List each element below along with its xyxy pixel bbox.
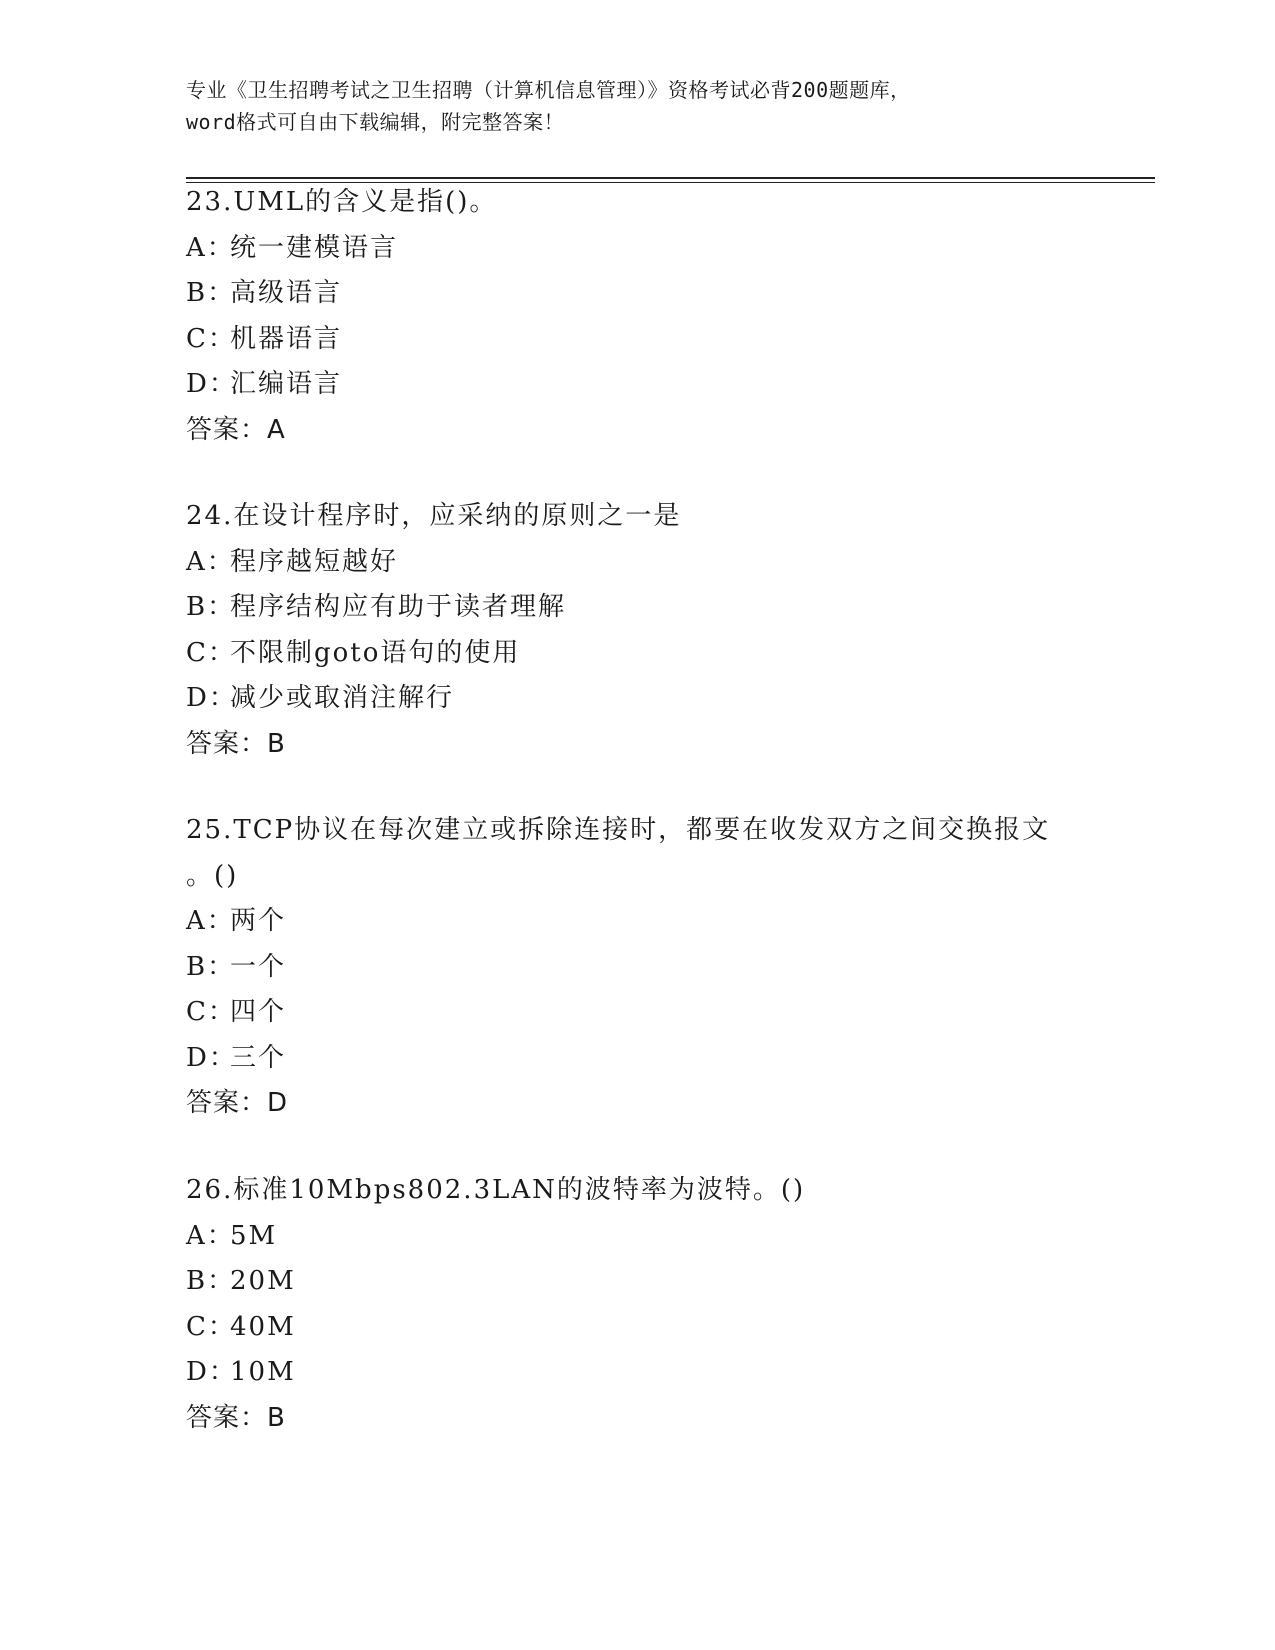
option-text: 汇编语言 xyxy=(230,369,343,399)
question-stem: 23.UML的含义是指()。 xyxy=(186,187,498,217)
option-text: 三个 xyxy=(230,1042,287,1073)
option-text: 程序结构应有助于读者理解 xyxy=(230,592,567,622)
question-25 xyxy=(186,808,1086,1127)
option-b xyxy=(186,945,1086,991)
option-d xyxy=(186,1350,1086,1396)
option-label: B： xyxy=(186,592,236,622)
question-stem: 26.标准10Mbps802.3LAN的波特率为波特。() xyxy=(186,1175,806,1205)
option-label: D： xyxy=(186,683,237,713)
option-label: C： xyxy=(186,637,236,668)
question-stem-continued: 。() xyxy=(186,860,239,891)
option-label: C： xyxy=(186,997,236,1027)
option-b xyxy=(186,1259,1086,1305)
option-label: D： xyxy=(186,369,237,399)
document-header xyxy=(186,74,1066,138)
option-text: 程序越短越好 xyxy=(230,546,399,577)
header-title-line-1: 专业《卫生招聘考试之卫生招聘（计算机信息管理）》资格考试必背200题题库， xyxy=(186,78,911,102)
option-text: 四个 xyxy=(230,997,287,1027)
question-stem: 24.在设计程序时，应采纳的原则之一是 xyxy=(186,501,682,531)
option-text: 两个 xyxy=(230,906,287,936)
option-label: A： xyxy=(186,1220,235,1251)
answer-line: 答案：A xyxy=(186,414,286,445)
option-a xyxy=(186,1214,1086,1260)
option-label: A： xyxy=(186,906,235,936)
option-label: C： xyxy=(186,323,236,354)
option-label: A： xyxy=(186,232,235,263)
option-text: 一个 xyxy=(230,951,287,982)
question-24 xyxy=(186,494,1086,767)
option-text: 高级语言 xyxy=(230,278,343,308)
option-a xyxy=(186,226,1086,272)
option-d xyxy=(186,1036,1086,1082)
option-label: B： xyxy=(186,1266,236,1296)
option-c xyxy=(186,317,1086,363)
option-b xyxy=(186,271,1086,317)
option-label: B： xyxy=(186,951,236,982)
option-label: C： xyxy=(186,1311,236,1342)
header-title-line-2: word格式可自由下载编辑，附完整答案！ xyxy=(186,110,565,134)
question-23 xyxy=(186,180,1086,453)
option-text: 统一建模语言 xyxy=(230,232,399,263)
option-c xyxy=(186,1305,1086,1351)
option-a xyxy=(186,540,1086,586)
option-label: B： xyxy=(186,278,236,308)
option-text: 40M xyxy=(230,1311,296,1342)
question-26 xyxy=(186,1168,1086,1441)
option-c xyxy=(186,990,1086,1036)
option-text: 机器语言 xyxy=(230,323,343,354)
answer-line: 答案：B xyxy=(186,1402,286,1433)
option-label: A： xyxy=(186,546,235,577)
option-c xyxy=(186,631,1086,677)
option-d xyxy=(186,362,1086,408)
option-label: D： xyxy=(186,1042,237,1073)
option-d xyxy=(186,676,1086,722)
option-label: D： xyxy=(186,1357,237,1387)
answer-line: 答案：D xyxy=(186,1088,289,1118)
option-text: 不限制goto语句的使用 xyxy=(230,637,521,668)
option-b xyxy=(186,585,1086,631)
option-text: 20M xyxy=(230,1266,296,1296)
option-a xyxy=(186,899,1086,945)
answer-line: 答案：B xyxy=(186,728,286,759)
header-divider-thick xyxy=(186,177,1155,179)
question-stem: 25.TCP协议在每次建立或拆除连接时，都要在收发双方之间交换报文 xyxy=(186,815,1051,845)
option-text: 5M xyxy=(230,1220,278,1251)
option-text: 减少或取消注解行 xyxy=(230,683,455,713)
option-text: 10M xyxy=(230,1357,296,1387)
